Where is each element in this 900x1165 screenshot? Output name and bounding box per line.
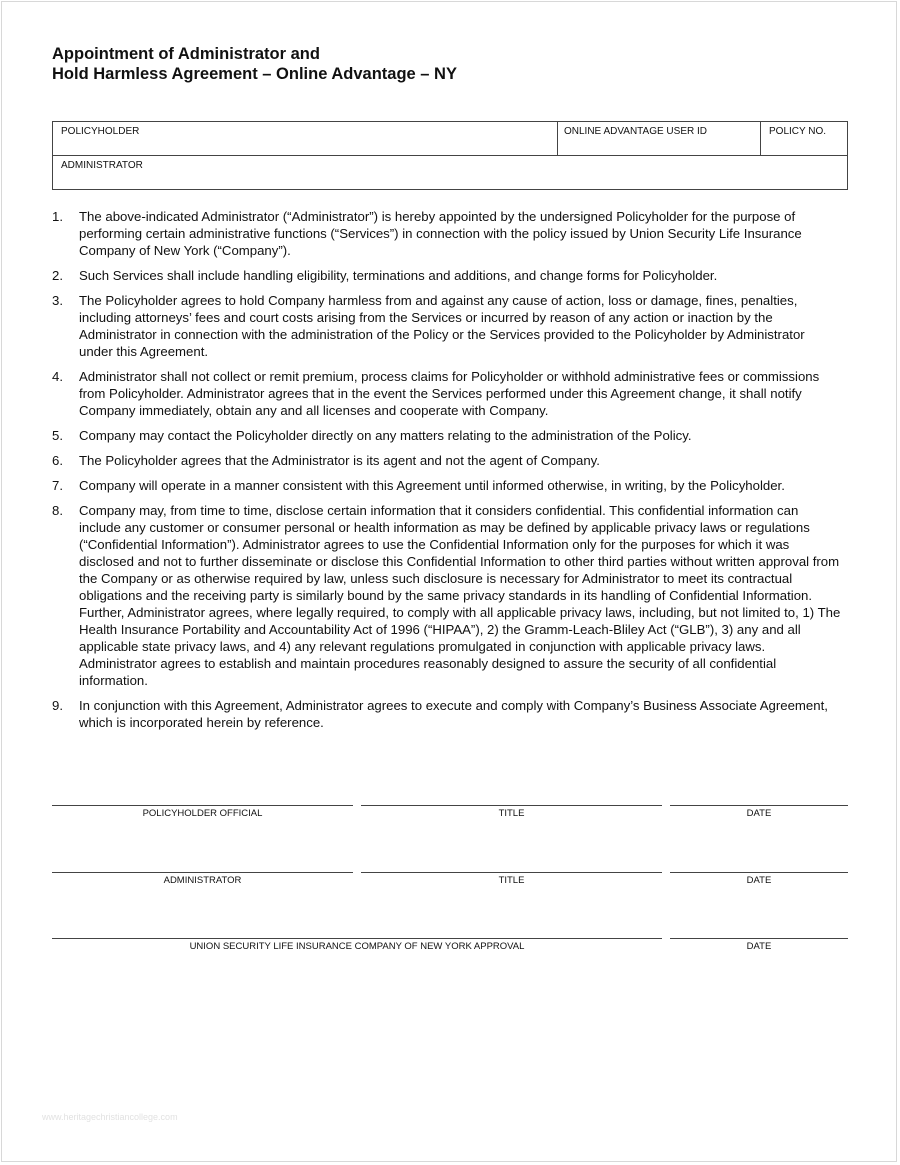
title-2-signature-line[interactable]: [361, 872, 662, 873]
clause-number: 9.: [52, 698, 63, 713]
clause-5: [52, 427, 842, 444]
policyholder-field[interactable]: [53, 122, 557, 156]
administrator-signature-line[interactable]: [52, 872, 353, 873]
clause-1: [52, 208, 842, 259]
title-line-2: Hold Harmless Agreement – Online Advantage – NY: [52, 65, 457, 83]
clause-7: [52, 477, 842, 494]
clause-text: The Policyholder agrees to hold Company harmless from and against any cause of action, loss or damage, fines, penalties, including attorneys’ fees and court costs arising from the Services or incurred by reason of any action or inaction by the Administrator in connection with the administration of the Policy or the Services provided to the Policyholder by Administrator under this Agreement.: [79, 293, 805, 359]
clause-number: 2.: [52, 268, 63, 283]
info-box: [52, 121, 848, 190]
clause-number: 8.: [52, 503, 63, 518]
clause-number: 1.: [52, 209, 63, 224]
clause-9: [52, 697, 842, 731]
policy-no-field[interactable]: [760, 122, 847, 156]
clause-8: [52, 502, 842, 689]
clause-number: 3.: [52, 293, 63, 308]
document-title: [52, 44, 457, 84]
user-id-field[interactable]: [557, 122, 760, 156]
clause-list: [52, 208, 842, 739]
administrator-field[interactable]: [53, 156, 847, 189]
title-line-1: Appointment of Administrator and: [52, 45, 320, 63]
title-1-signature-line[interactable]: [361, 805, 662, 806]
watermark-text: www.heritagechristiancollege.com: [42, 1112, 178, 1122]
clause-number: 4.: [52, 369, 63, 384]
policyholder-official-label: POLICYHOLDER OFFICIAL: [142, 808, 263, 819]
company-approval-signature-line[interactable]: [52, 938, 662, 939]
clause-number: 7.: [52, 478, 63, 493]
clause-4: [52, 368, 842, 419]
policyholder-label: POLICYHOLDER: [61, 126, 140, 137]
policyholder-official-signature-line[interactable]: [52, 805, 353, 806]
administrator-signature-label: ADMINISTRATOR: [163, 875, 242, 886]
clause-text: Company may contact the Policyholder directly on any matters relating to the administration of the Policy.: [79, 428, 692, 443]
clause-3: [52, 292, 842, 360]
date-2-label: DATE: [746, 875, 772, 886]
date-3-signature-line[interactable]: [670, 938, 848, 939]
clause-text: In conjunction with this Agreement, Administrator agrees to execute and comply with Company’s Business Associate Agreement, which is incorporated herein by reference.: [79, 698, 828, 730]
clause-text: The Policyholder agrees that the Administrator is its agent and not the agent of Company.: [79, 453, 600, 468]
policy-no-label: POLICY NO.: [769, 126, 827, 137]
clause-text: Company may, from time to time, disclose certain information that it considers confidential. This confidential information can include any customer or consumer personal or health information as may be defined by applicable privacy laws or regulations (“Confidential Information”). Administrator agrees to use the Confidential Information only for the purposes for which it was disclosed and not to further disseminate or disclose this Confidential Information to other third parties without written approval from the Company or as otherwise required by law, unless such disclosure is necessary for Administrator to meet its contractual obligations and the receiving party is similarly bound by the same privacy standards in its handling of Confidential Information. Further, Administrator agrees, where legally required, to comply with all applicable privacy laws, including, but not limited to, 1) The Health Insurance Portability and Accountability Act of 1996 (“HIPAA”), 2) the Gramm-Leach-Bliley Act (“GLB”), 3) any and all applicable state privacy laws, and 4) any relevant regulations promulgated in conjunction with applicable privacy laws. Administrator agrees to establish and maintain procedures reasonably designed to assure the security of all confidential information.: [79, 503, 841, 688]
clause-number: 6.: [52, 453, 63, 468]
title-1-label: TITLE: [498, 808, 525, 819]
info-row-top: [53, 122, 847, 156]
date-1-signature-line[interactable]: [670, 805, 848, 806]
title-2-label: TITLE: [498, 875, 525, 886]
clause-2: [52, 267, 842, 284]
clause-text: Company will operate in a manner consistent with this Agreement until informed otherwise, in writing, by the Policyholder.: [79, 478, 785, 493]
clause-text: The above-indicated Administrator (“Administrator”) is hereby appointed by the undersigned Policyholder for the purpose of performing certain administrative functions (“Services”) in connection with the policy issued by Union Security Life Insurance Company of New York (“Company”).: [79, 209, 802, 258]
date-1-label: DATE: [746, 808, 772, 819]
clause-text: Such Services shall include handling eligibility, terminations and additions, and change forms for Policyholder.: [79, 268, 718, 283]
date-3-label: DATE: [746, 941, 772, 952]
clause-6: [52, 452, 842, 469]
clause-number: 5.: [52, 428, 63, 443]
clause-text: Administrator shall not collect or remit premium, process claims for Policyholder or withhold administrative fees or commissions from Policyholder. Administrator agrees that in the event the Services performed under this Agreement change, it shall notify Company immediately, obtain any and all licenses and cooperate with Company.: [79, 369, 820, 418]
company-approval-label: UNION SECURITY LIFE INSURANCE COMPANY OF NEW YORK APPROVAL: [189, 941, 525, 952]
date-2-signature-line[interactable]: [670, 872, 848, 873]
user-id-label: ONLINE ADVANTAGE USER ID: [564, 126, 707, 137]
administrator-label: ADMINISTRATOR: [61, 160, 143, 171]
